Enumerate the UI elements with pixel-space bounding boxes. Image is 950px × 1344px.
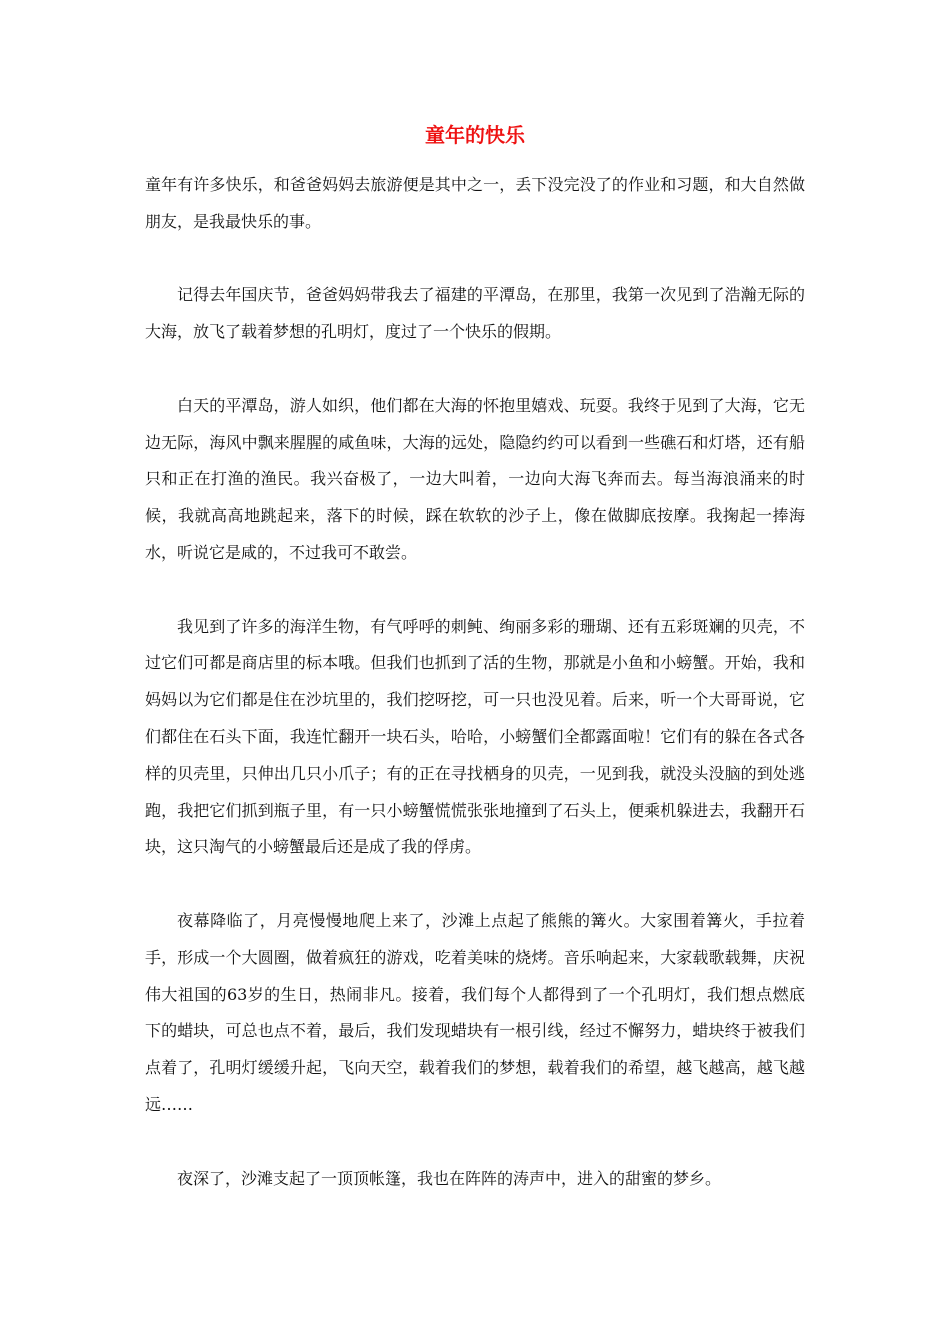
paragraph-sea-creatures: 我见到了许多的海洋生物，有气呼呼的刺鲀、绚丽多彩的珊瑚、还有五彩斑斓的贝壳，不过它们可都是商店里的标本哦。但我们也抓到了活的生物，那就是小鱼和小螃蟹。开始，我和妈妈以为它们都是住在沙坑里的，我们挖呀挖，可一只也没见着。后来，听一个大哥哥说，它们都住在石头下面，我连忙翻开一块石头，哈哈，小螃蟹们全都露面啦！它们有的躲在各式各样的贝壳里，只伸出几只小爪子；有的正在寻找栖身的贝壳，一见到我，就没头没脑的到处逃跑，我把它们抓到瓶子里，有一只小螃蟹慌慌张张地撞到了石头上，便乘机躲进去，我翻开石块，这只淘气的小螃蟹最后还是成了我的俘虏。	[145, 616, 805, 857]
paragraph-daytime-sea: 白天的平潭岛，游人如织，他们都在大海的怀抱里嬉戏、玩耍。我终于见到了大海，它无边无际，海风中飘来腥腥的咸鱼味，大海的远处，隐隐约约可以看到一些礁石和灯塔，还有船只和正在打渔的渔民。我兴奋极了，一边大叫着，一边向大海飞奔而去。每当海浪涌来的时候，我就高高地跳起来，落下的时候，踩在软软的沙子上，像在做脚底按摩。我掬起一捧海水，听说它是咸的，不过我可不敢尝。	[145, 395, 805, 562]
paragraph-sleep: 夜深了，沙滩支起了一顶顶帐篷，我也在阵阵的涛声中，进入的甜蜜的梦乡。	[177, 1168, 722, 1188]
article-body	[145, 167, 805, 1197]
paragraph-intro: 童年有许多快乐，和爸爸妈妈去旅游便是其中之一，丢下没完没了的作业和习题，和大自然做朋友，是我最快乐的事。	[145, 175, 805, 231]
page-title: 童年的快乐	[425, 123, 525, 147]
paragraph-national-day: 记得去年国庆节，爸爸妈妈带我去了福建的平潭岛，在那里，我第一次见到了浩瀚无际的大海，放飞了载着梦想的孔明灯，度过了一个快乐的假期。	[145, 285, 805, 342]
paragraph-night-lanterns: 夜幕降临了，月亮慢慢地爬上来了，沙滩上点起了熊熊的篝火。大家围着篝火，手拉着手，形成一个大圆圈，做着疯狂的游戏，吃着美味的烧烤。音乐响起来，大家载歌载舞，庆祝伟大祖国的63岁的生日，热闹非凡。接着，我们每个人都得到了一个孔明灯，我们想点燃底下的蜡块，可总也点不着，最后，我们发现蜡块有一根引线，经过不懈努力，蜡块终于被我们点着了，孔明灯缓缓升起，飞向天空，载着我们的梦想，载着我们的希望，越飞越高，越飞越远……	[145, 910, 805, 1114]
